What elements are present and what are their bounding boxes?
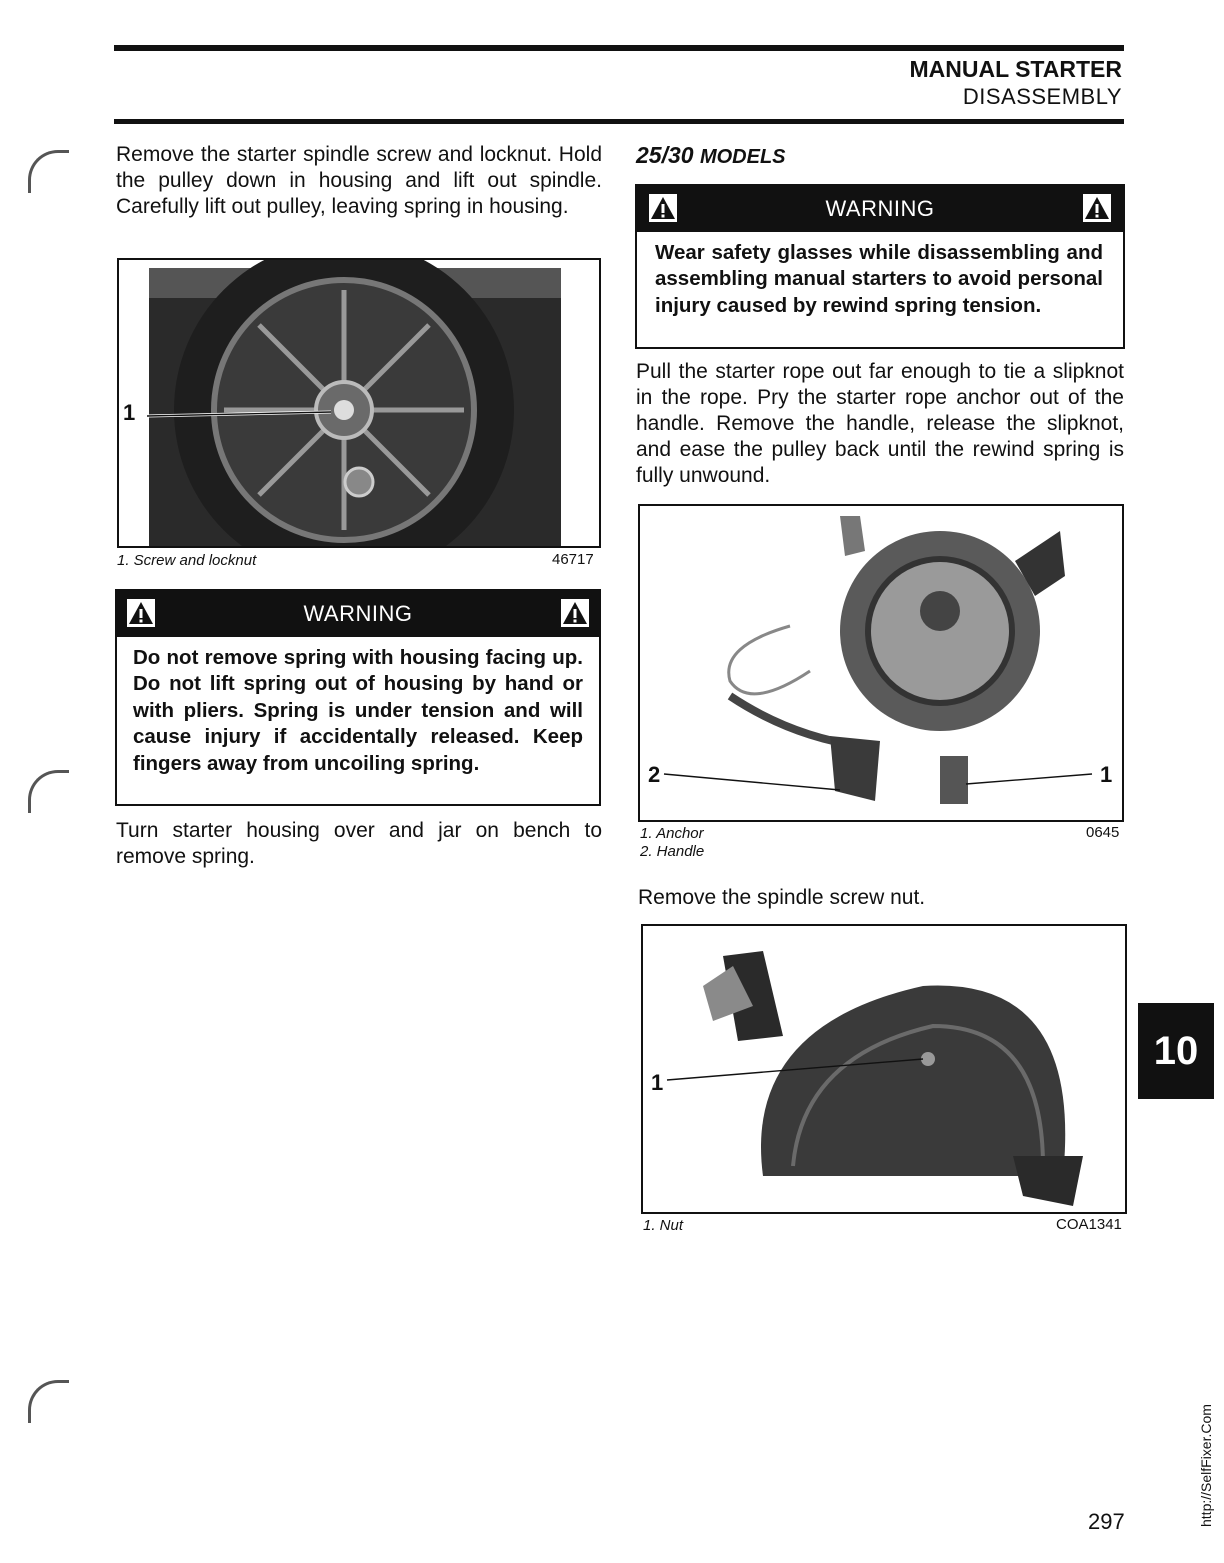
chapter-tab: 10 [1138, 1003, 1214, 1099]
figure1-id: 46717 [552, 551, 594, 568]
header-section-title: MANUAL STARTER [909, 56, 1122, 82]
section-title-word: MODELS [699, 146, 786, 168]
figure-anchor-handle [638, 504, 1124, 822]
section-title [636, 142, 786, 169]
figure1-caption: 1. Screw and locknut [117, 552, 257, 569]
warning-box-spring [115, 589, 601, 806]
binder-mark-bottom [28, 1380, 69, 1423]
page-number: 297 [1088, 1509, 1125, 1534]
warning-header [117, 591, 599, 637]
figure2-caption-handle: 2. Handle [640, 843, 705, 860]
figure3-caption: 1. Nut [643, 1217, 684, 1234]
warning-box-safety-glasses [635, 184, 1125, 349]
warning-text: Do not remove spring with housing facing up. Do not lift spring out of housing by hand or with pliers. Spring is under tension and will cause injury if accidentally released. Keep fingers away from uncoiling spring. [133, 646, 583, 775]
figure2-callout-2: 2 [648, 762, 661, 787]
header-bottom-rule [114, 119, 1124, 124]
header-subsection-title: DISASSEMBLY [962, 84, 1122, 109]
figure3-callout-1: 1 [651, 1070, 664, 1095]
left-intro-paragraph: Remove the starter spindle screw and locknut. Hold the pulley down in housing and lift out spindle. Carefully lift out pulley, leaving spring in housing. [116, 143, 602, 218]
header-top-rule [114, 45, 1124, 51]
figure-nut [641, 924, 1127, 1214]
binder-mark-middle [28, 770, 69, 813]
figure-screw-locknut [117, 258, 601, 548]
warning-title: WARNING [825, 196, 935, 221]
figure2-id: 0645 [1086, 824, 1120, 841]
right-spindle-paragraph: Remove the spindle screw nut. [638, 886, 926, 909]
warning-title: WARNING [303, 601, 413, 626]
warning-triangle-icon [561, 599, 589, 627]
binder-mark-top [28, 150, 69, 193]
warning-text: Wear safety glasses while disassembling and assembling manual starters to avoid personal injury caused by rewind spring tension. [655, 241, 1103, 317]
starter-rope-photo [640, 506, 1122, 820]
left-outro-paragraph: Turn starter housing over and jar on bench to remove spring. [116, 819, 602, 868]
right-rope-paragraph: Pull the starter rope out far enough to tie a slipknot in the rope. Pry the starter rope anchor out of the handle. Remove the handle, release the slipknot, and ease the pulley back until the rewind spring is fully unwound. [636, 360, 1124, 487]
side-url-watermark: http://SelfFixer.Com [1198, 1404, 1214, 1527]
figure2-caption-anchor: 1. Anchor [640, 825, 704, 842]
figure1-callout-1: 1 [123, 400, 136, 425]
starter-pulley-photo [119, 260, 599, 546]
figure2-callout-1: 1 [1100, 762, 1113, 787]
starter-housing-photo [643, 926, 1125, 1212]
warning-header [637, 186, 1123, 232]
figure3-id: COA1341 [1056, 1216, 1122, 1233]
section-title-number: 25/30 [636, 142, 700, 168]
warning-triangle-icon [1083, 194, 1111, 222]
